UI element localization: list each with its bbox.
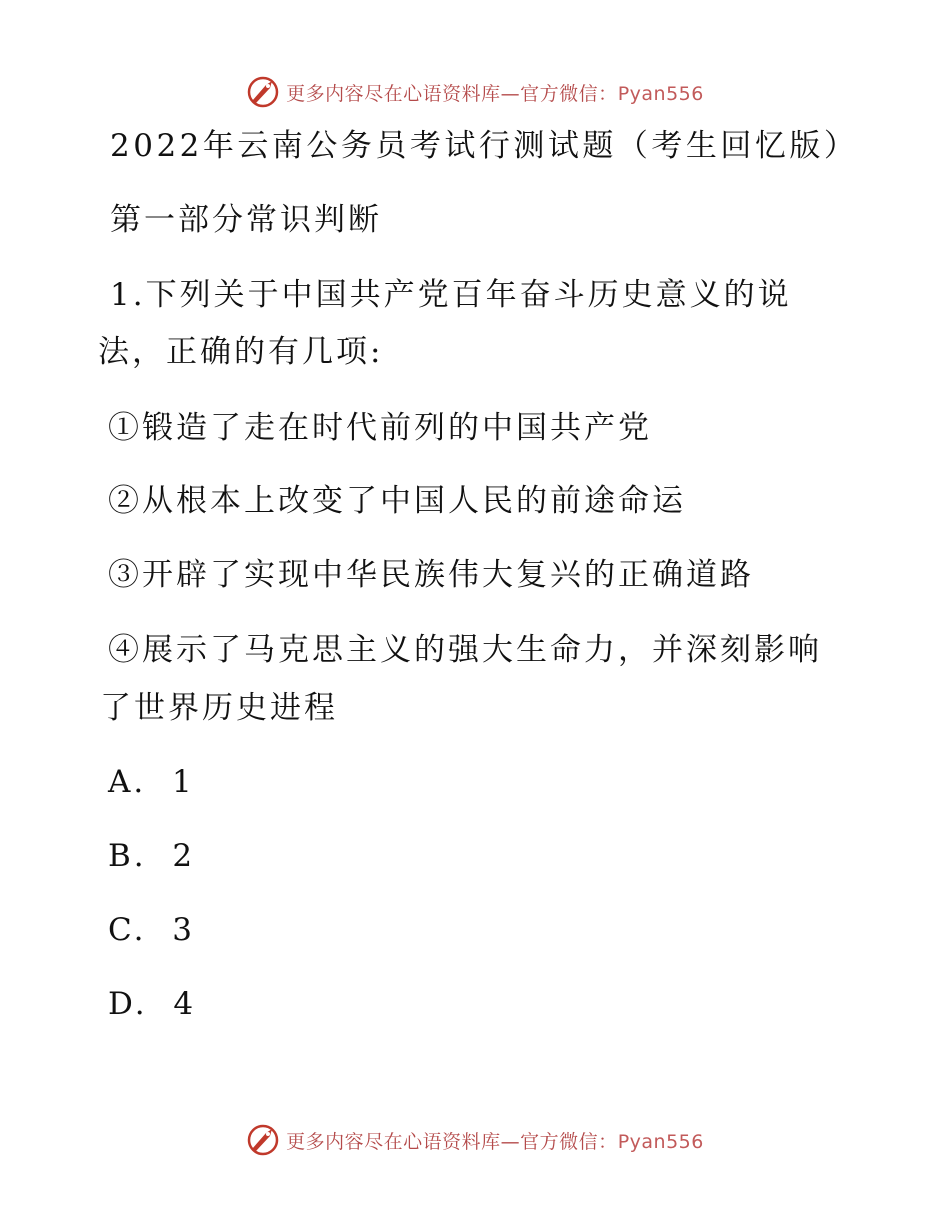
option-letter: D. (108, 986, 148, 1022)
option-value: 3 (172, 912, 195, 948)
banner-text: 更多内容尽在心语资料库—官方微信：Pyan556 (286, 1130, 704, 1153)
header-watermark-banner (0, 72, 950, 112)
statement-item-2: ②从根本上改变了中国人民的前途命运 (108, 483, 686, 519)
option-value: 1 (171, 764, 195, 800)
answer-option-c (108, 910, 195, 950)
question-stem-line-2: 法，正确的有几项: (98, 334, 384, 370)
answer-option-b (108, 836, 195, 876)
answer-option-a (108, 762, 195, 802)
option-letter: A. (108, 764, 147, 800)
option-value: 2 (172, 838, 196, 874)
statement-item-4-continued: 了世界历史进程 (100, 690, 338, 726)
brand-logo-icon (246, 1123, 280, 1157)
option-letter: B. (108, 838, 147, 874)
statement-item-4: ④展示了马克思主义的强大生命力，并深刻影响 (108, 632, 822, 668)
statement-item-1: ①锻造了走在时代前列的中国共产党 (108, 410, 652, 446)
question-stem-line-1: 1.下列关于中国共产党百年奋斗历史意义的说 (110, 277, 792, 313)
page-title: 2022年云南公务员考试行测试题（考生回忆版） (110, 128, 859, 164)
brand-logo-icon (246, 75, 280, 109)
statement-item-3: ③开辟了实现中华民族伟大复兴的正确道路 (108, 557, 754, 593)
option-value: 4 (173, 986, 197, 1022)
option-letter: C. (108, 912, 147, 948)
answer-option-d (108, 984, 196, 1024)
footer-watermark-banner (0, 1120, 950, 1160)
banner-text: 更多内容尽在心语资料库—官方微信：Pyan556 (286, 82, 704, 105)
section-heading: 第一部分常识判断 (110, 202, 382, 238)
